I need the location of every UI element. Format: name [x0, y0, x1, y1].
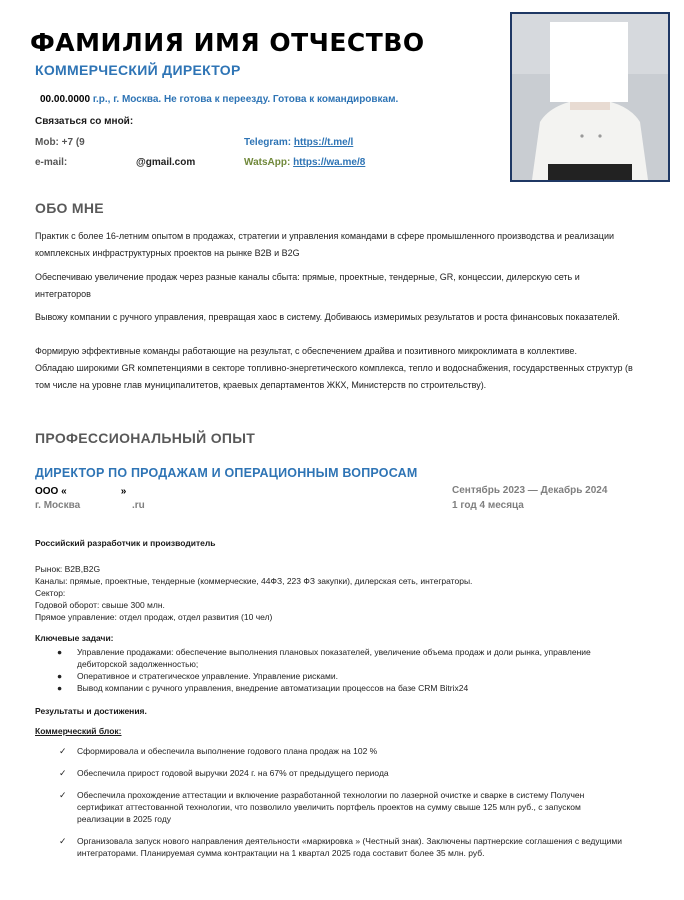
list-item [35, 646, 635, 670]
company-domain: .ru [132, 500, 145, 511]
results-heading: Результаты и достижения. [35, 706, 147, 716]
management-line: Прямое управление: отдел продаж, отдел развития (10 чел) [35, 612, 273, 622]
checkmark-icon: ✓ [59, 790, 67, 800]
about-paragraph-1: Практик с более 16-летним опытом в продажах, стратегии и управления командами в сфере промышленного производства и реализации комплексных инфраструктурных проектов на рынке B2B и B2G [35, 231, 615, 258]
list-item [35, 767, 625, 779]
telegram-label: Telegram: [244, 137, 292, 148]
email-label: e-mail: [35, 157, 68, 168]
task-text: Оперативное и стратегическое управление. Управление рисками. [77, 671, 338, 681]
telegram-link[interactable]: https://t.me/l [293, 137, 354, 148]
checkmark-icon: ✓ [59, 836, 67, 846]
results-list [35, 745, 625, 869]
company-name-close: » [120, 486, 127, 497]
job-period: Сентябрь 2023 — Декабрь 2024 [452, 485, 608, 496]
about-paragraph-3: Вывожу компании с ручного управления, превращая хаос в систему. Добиваюсь измеримых результатов и роста финансовых показателей. [35, 312, 620, 322]
channels-line: Каналы: прямые, проектные, тендерные (коммерческие, 44ФЗ, 223 ФЗ закупки), дилерская сеть, интеграторы. [35, 576, 473, 586]
list-item [35, 682, 635, 694]
mobile-phone: Mob: +7 (9 [35, 137, 85, 148]
list-item [35, 835, 625, 859]
market-line: Рынок: B2B,B2G [35, 564, 101, 574]
location-relocation: г.р., г. Москва. Не готова к переезду. Готова к командировкам. [92, 94, 399, 105]
list-item [35, 670, 635, 682]
birth-date: 00.00.0000 [40, 94, 91, 105]
checkmark-icon: ✓ [59, 746, 67, 756]
profile-photo [510, 12, 670, 182]
job-title: ДИРЕКТОР ПО ПРОДАЖАМ И ОПЕРАЦИОННЫМ ВОПРОСАМ [35, 466, 418, 480]
list-item [35, 745, 625, 757]
photo-image [512, 14, 668, 180]
company-name [35, 486, 126, 497]
personal-info [40, 94, 398, 105]
bullet-icon: ● [57, 647, 63, 657]
candidate-name: ФАМИЛИЯ ИМЯ ОТЧЕСТВО [30, 28, 425, 57]
sector-line: Сектор: [35, 588, 66, 598]
company-description: Российский разработчик и производитель [35, 538, 216, 548]
contact-heading: Связаться со мной: [35, 116, 134, 127]
result-text: Организовала запуск нового направления деятельности «маркировка » (Честный знак). Заключены партнерские соглашения с ведущими интеграторами. Планируемая сумма контрактации на 1 квартал 2025 года составит более 35 млн. руб. [77, 836, 622, 858]
about-heading: ОБО МНЕ [35, 200, 104, 216]
commercial-heading: Коммерческий блок: [35, 726, 122, 736]
candidate-role: КОММЕРЧЕСКИЙ ДИРЕКТОР [35, 62, 241, 78]
about-paragraph-4: Формирую эффективные команды работающие на результат, с обеспечением драйва и позитивного микроклимата в коллективе. [35, 346, 577, 356]
whatsapp-contact [244, 157, 365, 168]
whatsapp-link[interactable]: https://wa.me/8 [293, 157, 366, 168]
bullet-icon: ● [57, 671, 63, 681]
list-item [35, 789, 625, 825]
tasks-list [35, 646, 635, 694]
checkmark-icon: ✓ [59, 768, 67, 778]
turnover-line: Годовой оборот: свыше 300 млн. [35, 600, 165, 610]
company-city: г. Москва [35, 500, 81, 511]
whatsapp-label: WatsApp: [244, 157, 291, 168]
job-duration: 1 год 4 месяца [452, 500, 524, 511]
task-text: Вывод компании с ручного управления, внедрение автоматизации процессов на базе CRM Bitrix24 [77, 683, 469, 693]
result-text: Сформировала и обеспечила выполнение годового плана продаж на 102 % [77, 746, 378, 756]
telegram-contact [244, 137, 353, 148]
about-paragraph-5: Обладаю широкими GR компетенциями в секторе топливно-энергетического комплекса, тепло и водоснабжения, государственных структур (в том числе на уровне глав муниципалитетов, краевых департаментов ЖКХ, Министерств по строительству). [35, 363, 633, 390]
result-text: Обеспечила прохождение аттестации и включение разработанной технологии по лазерной очистке и сварке в систему Получен сертификат аттестованной технологии, что позволило увеличить портфель проектов на сумму свыше 125 млн руб., с запуском реализации в 2025 году [77, 790, 585, 824]
company-name-open: ООО « [35, 486, 67, 497]
experience-heading: ПРОФЕССИОНАЛЬНЫЙ ОПЫТ [35, 430, 256, 446]
about-paragraph-2: Обеспечиваю увеличение продаж через разные каналы сбыта: прямые, проектные, тендерные, GR, концессии, дилерскую сеть и интеграторов [35, 272, 580, 299]
email-value[interactable]: @gmail.com [136, 157, 196, 168]
task-text: Управление продажами: обеспечение выполнения плановых показателей, увеличение объема продаж и доли рынка, управление дебиторской задолженностью; [77, 647, 591, 669]
result-text: Обеспечила прирост годовой выручки 2024 г. на 67% от предыдущего периода [77, 768, 389, 778]
bullet-icon: ● [57, 683, 63, 693]
tasks-heading: Ключевые задачи: [35, 633, 114, 643]
